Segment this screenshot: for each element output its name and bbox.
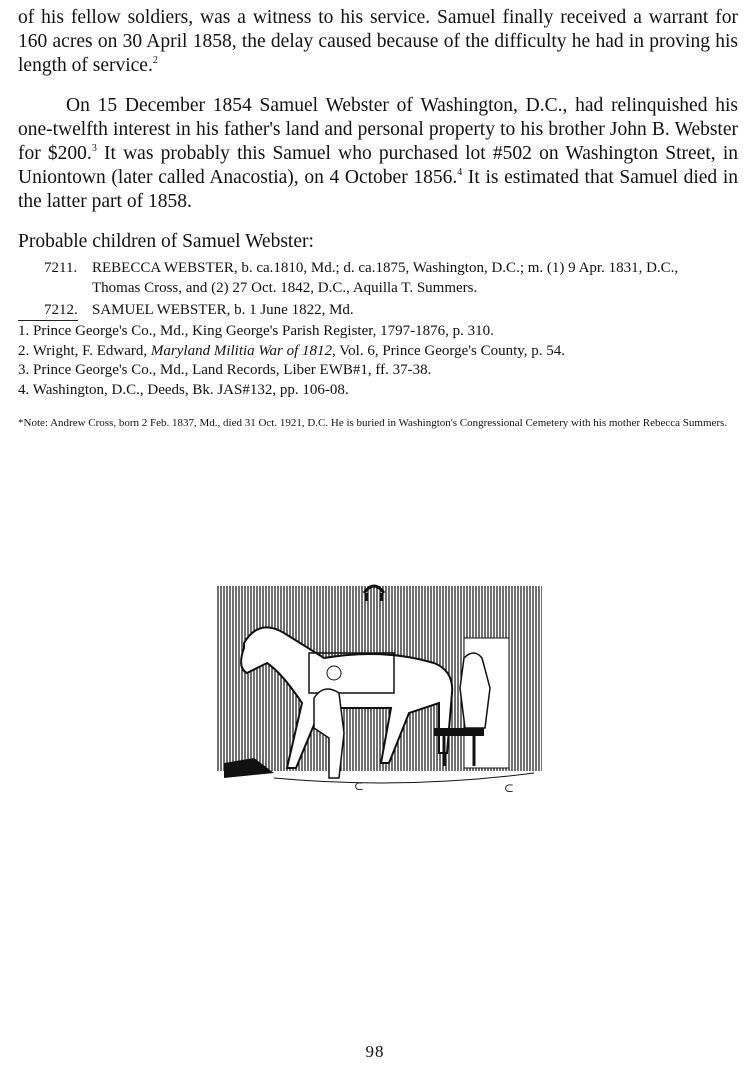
children-heading: Probable children of Samuel Webster:: [18, 231, 314, 252]
footnote: 1. Prince George's Co., Md., King George's Parish Register, 1797-1876, p. 310.: [18, 323, 494, 339]
blacksmith-shoeing-horse-illustration: [214, 578, 544, 803]
footnote-divider: [18, 320, 78, 321]
footnotes: [18, 322, 565, 400]
paragraph-1: of his fellow soldiers, was a witness to his service. Samuel finally received a warrant for 160 acres on 30 April 1858, the delay caused because of the difficulty he had in proving his length of service.$^2$: [18, 7, 738, 76]
note: *Note: Andrew Cross, born 2 Feb. 1837, Md., died 31 Oct. 1921, D.C. He is buried in Washington's Congressional Cemetery with his mother Rebecca Summers.: [18, 417, 728, 429]
footnote-ref: 4: [457, 167, 463, 178]
svg-text:⊂: ⊂: [354, 779, 365, 793]
footnote: 2. Wright, F. Edward, Maryland Militia War of 1812, Vol. 6, Prince George's County, p. 54.: [18, 342, 566, 359]
child-entry: 7212. SAMUEL WEBSTER, b. 1 June 1822, Md.: [44, 302, 354, 318]
paragraph-2: On 15 December 1854 Samuel Webster of Washington, D.C., had relinquished his one-twelfth interest in his father's land and personal property to his brother John B. Webster for $200.$^3$ It was probably this Samuel who purchased lot #502 on Washington Street, in Uniontown (later called Anacostia), on 4 October 1856.$^4$ It is estimated that Samuel died in the latter part of 1858.: [18, 95, 739, 212]
child-entry: 7211. REBECCA WEBSTER, b. ca.1810, Md.; d. ca.1875, Washington, D.C.; m. (1) 9 Apr. 1831, D.C., Thomas Cross, and (2) 27 Oct. 1842, D.C., Aquilla T. Summers.: [44, 260, 679, 296]
footnote: 3. Prince George's Co., Md., Land Records, Liber EWB#1, ff. 37-38.: [18, 362, 432, 378]
svg-text:⊂: ⊂: [504, 781, 515, 795]
footnote-ref: 2: [152, 55, 158, 66]
footnote-ref: 3: [91, 143, 97, 154]
footnote: 4. Washington, D.C., Deeds, Bk. JAS#132, pp. 106-08.: [18, 381, 349, 398]
page-number: 98: [365, 1042, 385, 1061]
